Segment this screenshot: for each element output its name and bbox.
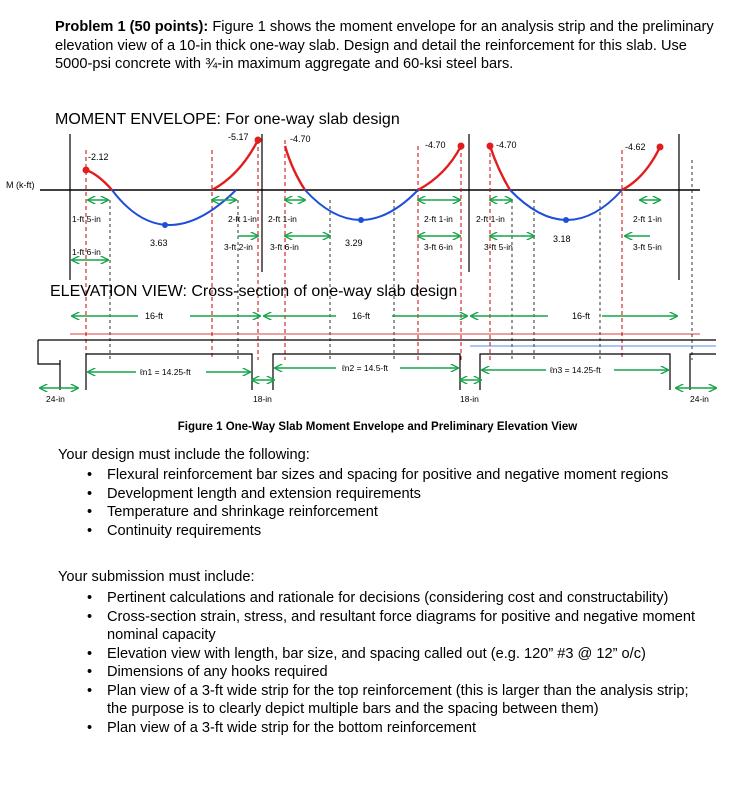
support-label: 24-in <box>690 394 709 404</box>
clear-span-label: ℓn3 = 14.25-ft <box>550 365 601 375</box>
design-item: • Development length and extension requirements <box>87 485 707 504</box>
submission-intro: Your submission must include: <box>58 569 255 585</box>
dim-upper: 2-ft 1-in <box>268 214 297 224</box>
submission-item: • Cross-section strain, stress, and resultant force diagrams for positive and negative moment nominal capacity <box>87 608 707 645</box>
clear-span-label: ℓn2 = 14.5-ft <box>342 363 388 373</box>
axis-label: M (k-ft) <box>6 180 35 190</box>
problem-heading: Problem 1 (50 points): <box>55 19 209 35</box>
peak-label: -4.70 <box>496 140 517 150</box>
dim-upper: 1-ft 5-in <box>72 214 101 224</box>
dim-upper: 2-ft 1-in <box>424 214 453 224</box>
dimension-arrows <box>72 200 660 260</box>
span-label: 16-ft <box>572 311 591 321</box>
dim-lower: 3-ft 5-in <box>633 242 662 252</box>
dim-lower: 3-ft 2-in <box>224 242 253 252</box>
peak-label: -4.70 <box>290 134 311 144</box>
support-label: 18-in <box>253 394 272 404</box>
red-guides <box>86 140 622 360</box>
positive-peak-dots <box>162 217 569 228</box>
span-label: 16-ft <box>352 311 371 321</box>
dim-lower: 3-ft 6-in <box>270 242 299 252</box>
dim-lower: 1-ft 6-in <box>72 247 101 257</box>
support-labels <box>46 394 709 404</box>
peak-label: 3.29 <box>345 238 363 248</box>
support-lines <box>70 134 679 280</box>
figure-caption: Figure 1 One-Way Slab Moment Envelope and Preliminary Elevation View <box>177 421 578 433</box>
span-label: 16-ft <box>145 311 164 321</box>
figure-1 <box>0 100 755 420</box>
peak-label: 3.63 <box>150 238 168 248</box>
design-intro: Your design must include the following: <box>58 447 310 463</box>
peak-label: -4.70 <box>425 140 446 150</box>
support-label: 24-in <box>46 394 65 404</box>
submission-item: • Elevation view with length, bar size, and spacing called out (e.g. 120” #3 @ 12” o/c) <box>87 645 707 664</box>
dim-upper: 2-ft 1-in <box>476 214 505 224</box>
design-item: • Flexural reinforcement bar sizes and spacing for positive and negative moment regions <box>87 466 707 485</box>
dim-upper: 2-ft 1-in <box>633 214 662 224</box>
submission-item: • Plan view of a 3-ft wide strip for the top reinforcement (this is larger than the analysis strip; the purpose is to clearly depict multiple bars and the spacing between them) <box>87 682 707 719</box>
clear-span-label: ℓn1 = 14.25-ft <box>140 367 191 377</box>
design-item: • Temperature and shrinkage reinforcement <box>87 503 707 522</box>
peak-label: -4.62 <box>625 142 646 152</box>
submission-list <box>87 589 707 737</box>
peak-label: 3.18 <box>553 234 571 244</box>
problem-text: Figure 1 shows the moment envelope for an analysis strip and the preliminary elevation view of a 10-in thick one-way slab. Design and detail the reinforcement for this slab. Use 5000-psi concrete with ¾-in maximum aggregate and 60-ksi steel bars. <box>55 19 714 72</box>
submission-item: • Dimensions of any hooks required <box>87 663 707 682</box>
negative-peak-dots <box>83 137 664 174</box>
design-item: • Continuity requirements <box>87 522 707 541</box>
moment-envelope-title: MOMENT ENVELOPE: For one-way slab design <box>55 111 400 128</box>
dim-upper: 2-ft 1-in <box>228 214 257 224</box>
elevation-title: ELEVATION VIEW: Cross-section of one-way slab design <box>50 283 458 300</box>
dim-lower: 3-ft 5-in <box>484 242 513 252</box>
design-list <box>87 466 707 540</box>
support-label: 18-in <box>460 394 479 404</box>
peak-label: -5.17 <box>228 132 249 142</box>
negative-moment-curves <box>86 140 660 190</box>
submission-item: • Plan view of a 3-ft wide strip for the bottom reinforcement <box>87 719 707 738</box>
problem-statement <box>55 18 715 74</box>
dim-lower: 3-ft 6-in <box>424 242 453 252</box>
submission-item: • Pertinent calculations and rationale for decisions (considering cost and constructability) <box>87 589 707 608</box>
positive-moment-curves <box>112 190 622 225</box>
peak-label: -2.12 <box>88 152 109 162</box>
